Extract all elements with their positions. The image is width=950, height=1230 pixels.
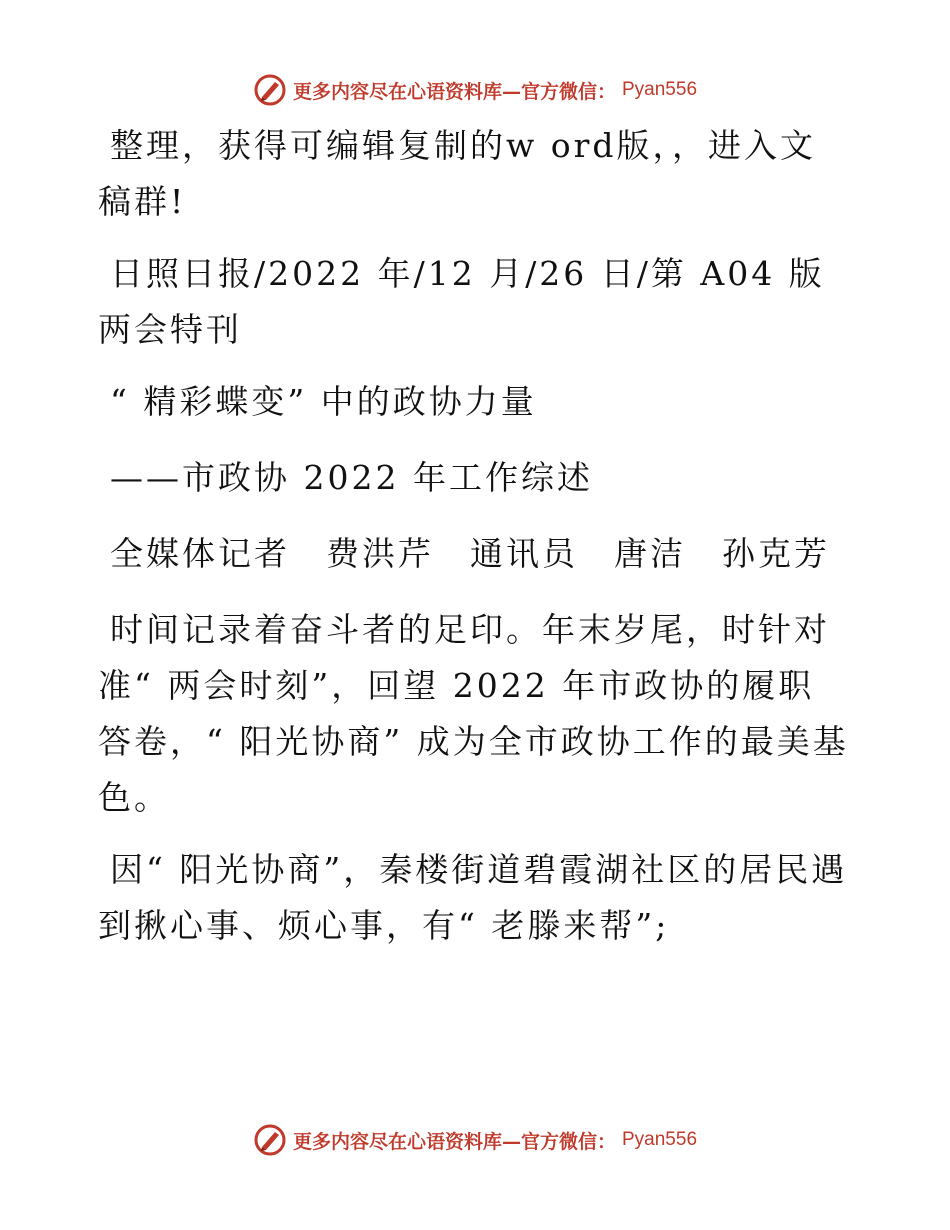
- header-banner-handle: Pyan556: [622, 79, 698, 100]
- paragraph-intro: 整理，获得可编辑复制的w ord版，，进入文稿群!: [98, 126, 817, 221]
- header-banner-text: 更多内容尽在心语资料库—官方微信：: [292, 80, 616, 103]
- logo-pen-icon: [253, 1123, 287, 1157]
- logo-pen-icon: [253, 73, 287, 107]
- paragraph-source: 日照日报/2022 年/12 月/26 日/第 A04 版两会特刊: [98, 254, 825, 349]
- paragraph-body-1: 时间记录着奋斗者的足印。年末岁尾，时针对准“ 两会时刻”，回望 2022 年市政协的履职答卷，“ 阳光协商” 成为全市政协工作的最美基色。: [98, 610, 849, 817]
- document-body: [98, 118, 850, 970]
- header-banner: [0, 70, 950, 110]
- article-subtitle: ——市政协 2022 年工作综述: [110, 458, 593, 497]
- article-title: “ 精彩蝶变” 中的政协力量: [110, 382, 537, 421]
- footer-banner-handle: Pyan556: [622, 1129, 698, 1150]
- paragraph-body-2: 因“ 阳光协商”，秦楼街道碧霞湖社区的居民遇到揪心事、烦心事，有“ 老滕来帮”;: [98, 850, 848, 945]
- footer-banner-text: 更多内容尽在心语资料库—官方微信：: [292, 1130, 616, 1153]
- footer-banner: [0, 1120, 950, 1160]
- article-byline: 全媒体记者 费洪芹 通讯员 唐洁 孙克芳: [110, 534, 830, 573]
